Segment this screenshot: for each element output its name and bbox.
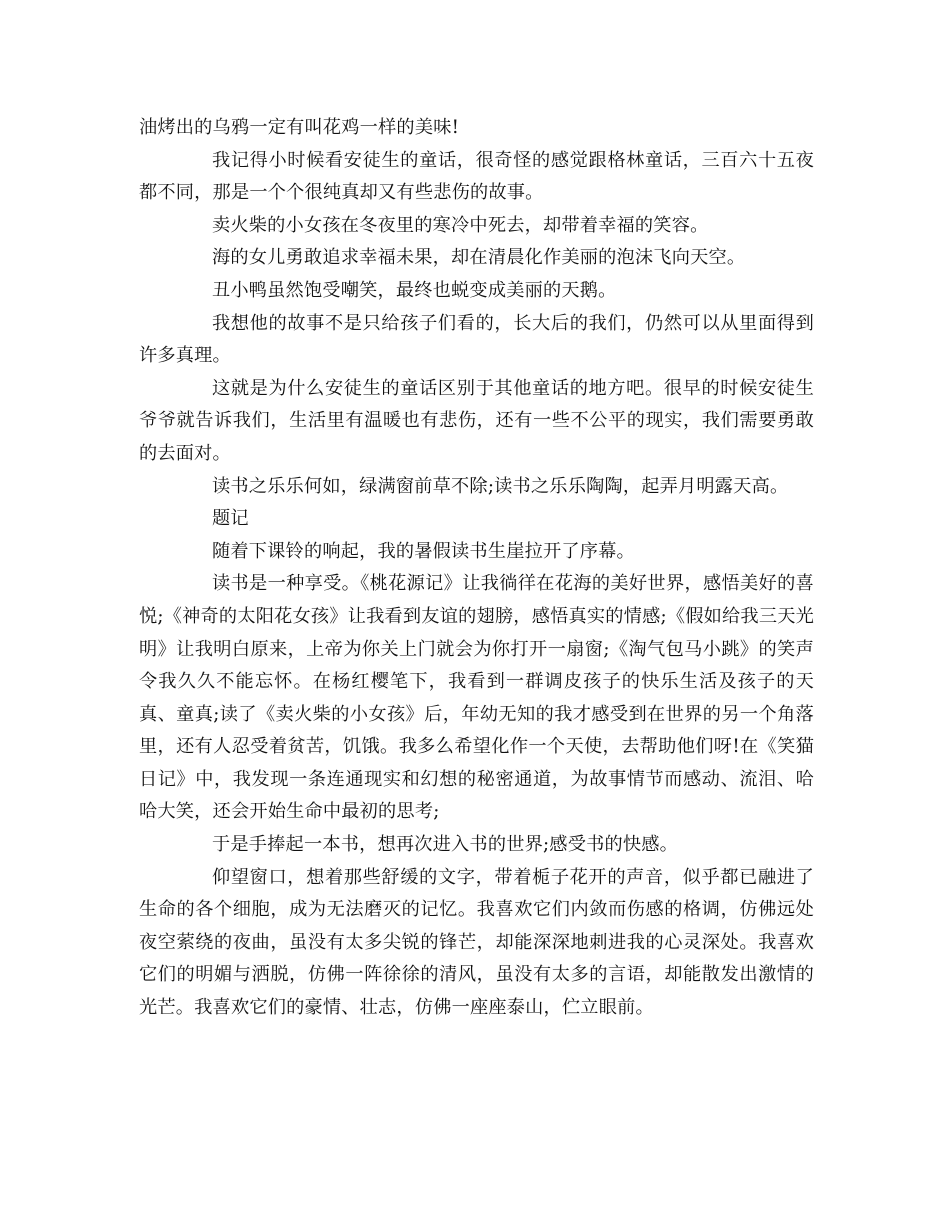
paragraph: 随着下课铃的响起，我的暑假读书生崖拉开了序幕。 (212, 540, 635, 562)
paragraph: 仰望窗口，想着那些舒缓的文字，带着栀子花开的声音，似乎都已融进了生命的各个细胞，成为无法磨灭的记忆。我喜欢它们内敛而伤感的格调，仿佛远处夜空萦绕的夜曲，虽没有太多尖锐的锋芒，却能深深地刺进我的心灵深处。我喜欢它们的明媚与洒脱，仿佛一阵徐徐的清风，虽没有太多的言语，却能散发出激情的光芒。我喜欢它们的豪情、壮志，仿佛一座座泰山，伫立眼前。 (139, 866, 814, 1019)
paragraph: 丑小鸭虽然饱受嘲笑，最终也蜕变成美丽的天鹅。 (212, 279, 617, 301)
paragraph: 于是手捧起一本书，想再次进入书的世界;感受书的快感。 (212, 834, 679, 856)
paragraph: 海的女儿勇敢追求幸福未果，却在清晨化作美丽的泡沫飞向天空。 (212, 247, 746, 269)
paragraph-heading: 题记 (212, 508, 249, 530)
document-body (139, 112, 814, 1025)
paragraph: 卖火柴的小女孩在冬夜里的寒冷中死去，却带着幸福的笑容。 (212, 214, 709, 236)
paragraph: 读书是一种享受。《桃花源记》让我徜徉在花海的美好世界，感悟美好的喜悦;《神奇的太阳花女孩》让我看到友谊的翅膀，感悟真实的情感;《假如给我三天光明》让我明白原来，上帝为你关上门就会为你打开一扇窗;《淘气包马小跳》的笑声令我久久不能忘怀。在杨红樱笔下，我看到一群调皮孩子的快乐生活及孩子的天真、童真;读了《卖火柴的小女孩》后，年幼无知的我才感受到在世界的另一个角落里，还有人忍受着贫苦，饥饿。我多么希望化作一个天使，去帮助他们呀!在《笑猫日记》中，我发现一条连通现实和幻想的秘密通道，为故事情节而感动、流泪、哈哈大笑，还会开始生命中最初的思考; (139, 573, 814, 823)
paragraph: 读书之乐乐何如，绿满窗前草不除;读书之乐乐陶陶，起弄月明露天高。 (212, 475, 789, 497)
paragraph-continuation: 油烤出的乌鸦一定有叫花鸡一样的美味! (139, 117, 460, 138)
paragraph: 这就是为什么安徒生的童话区别于其他童话的地方吧。很早的时候安徒生爷爷就告诉我们，生活里有温暖也有悲伤，还有一些不公平的现实，我们需要勇敢的去面对。 (139, 377, 814, 464)
paragraph: 我记得小时候看安徒生的童话，很奇怪的感觉跟格林童话，三百六十五夜都不同，那是一个个很纯真却又有些悲伤的故事。 (139, 149, 814, 204)
paragraph: 我想他的故事不是只给孩子们看的，长大后的我们，仍然可以从里面得到许多真理。 (139, 312, 814, 367)
